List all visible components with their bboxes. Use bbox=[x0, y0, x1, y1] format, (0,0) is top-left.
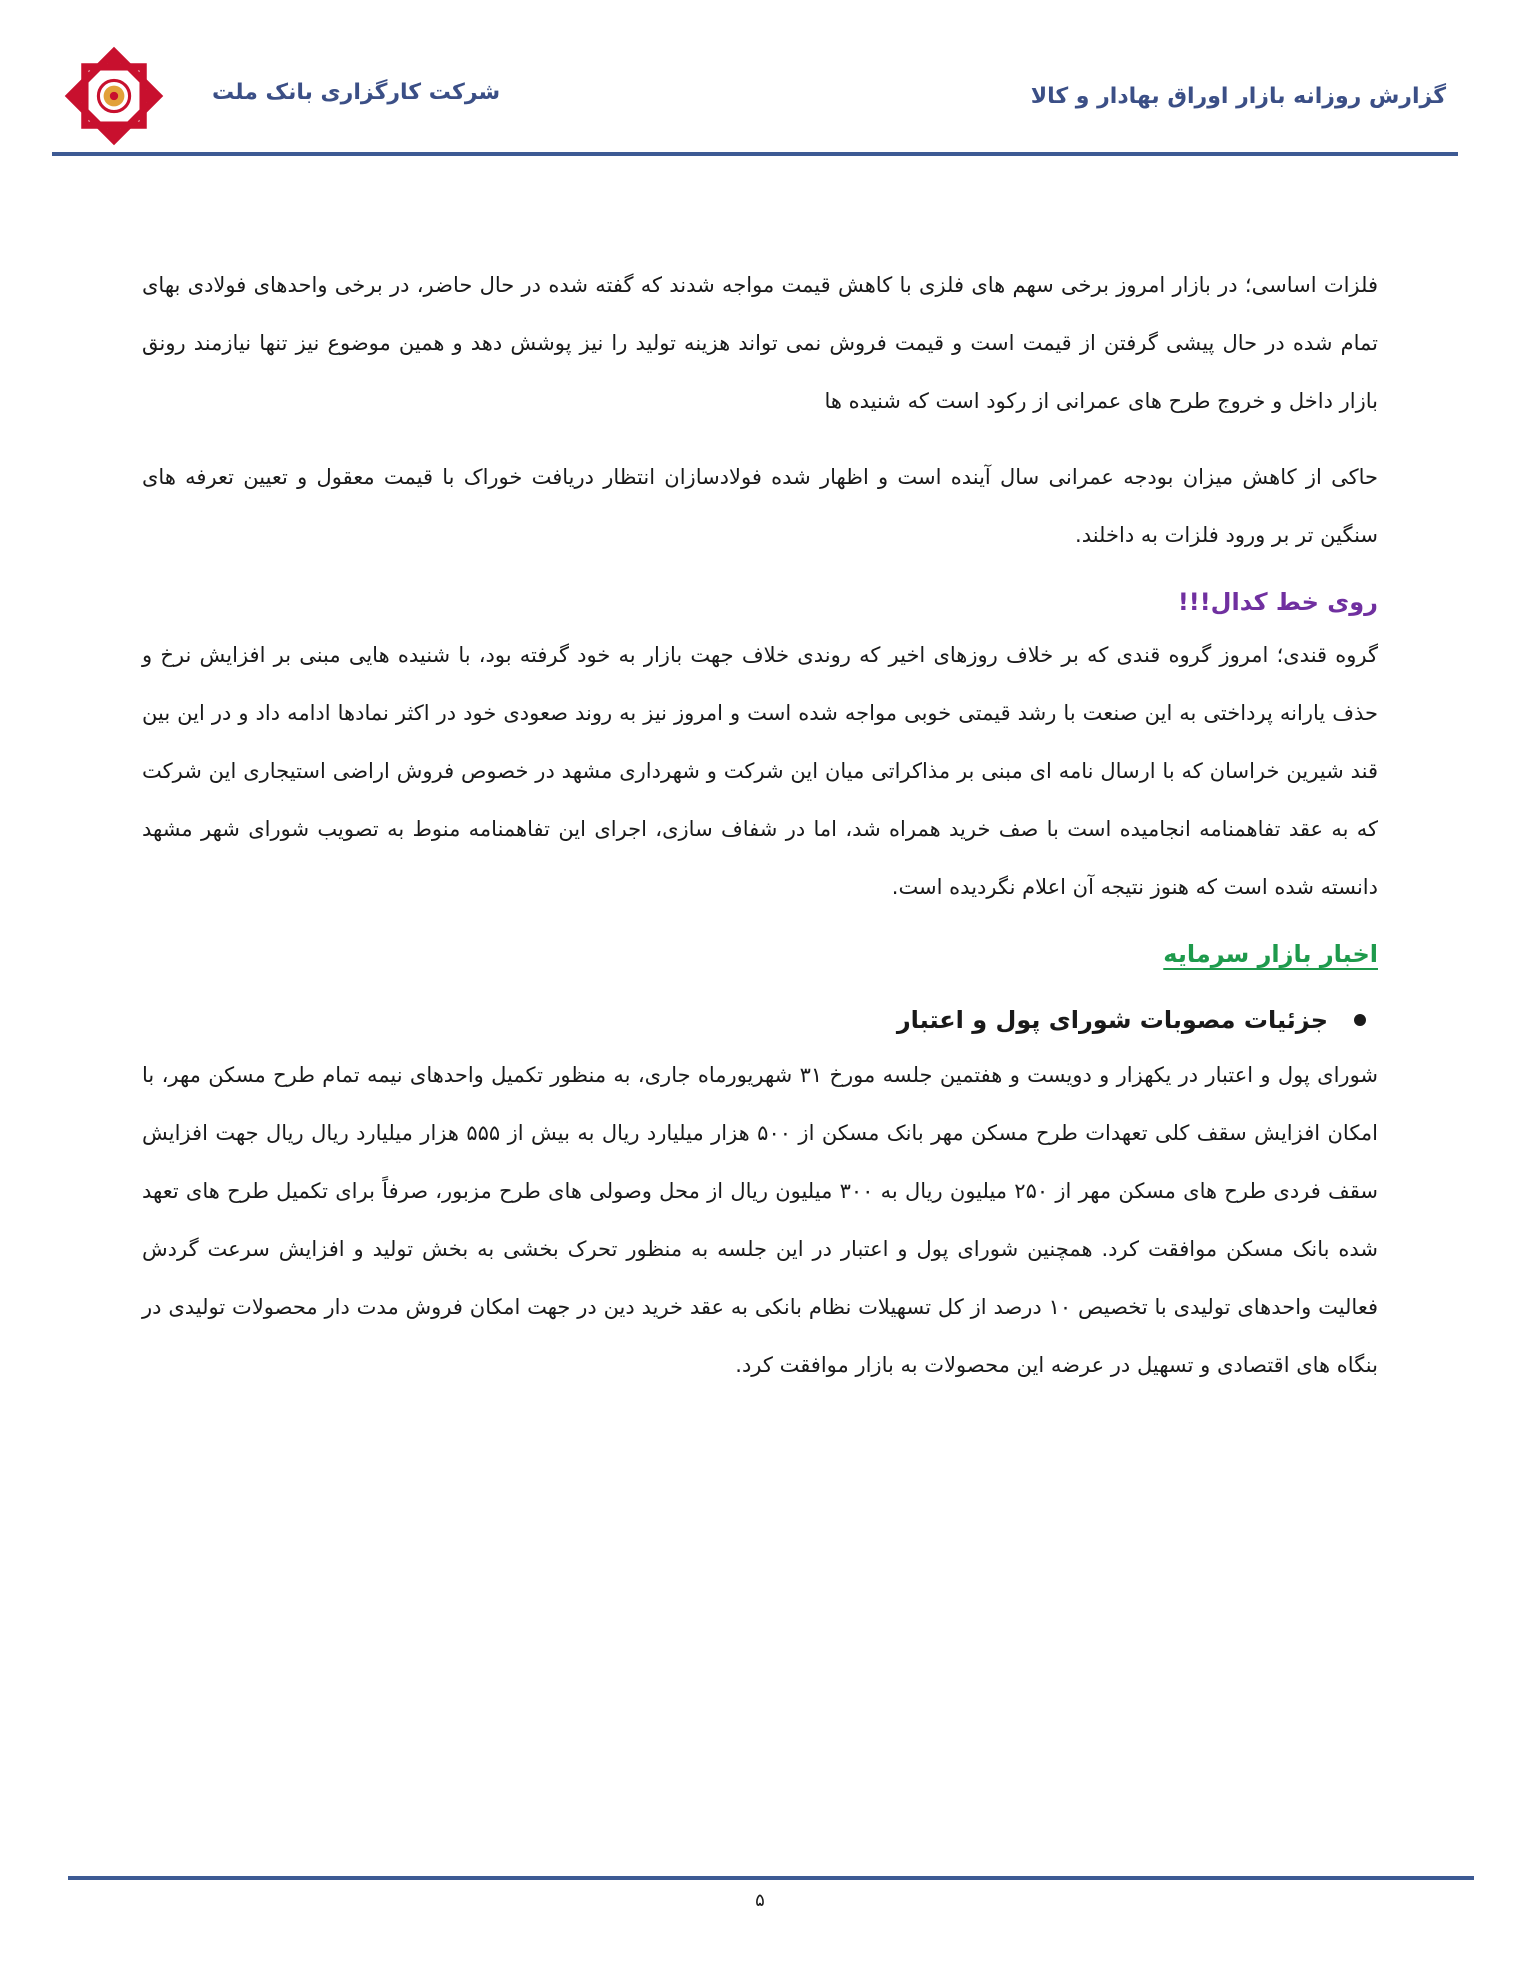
footer-divider bbox=[68, 1876, 1474, 1880]
sugar-group-paragraph: گروه قندی؛ امروز گروه قندی که بر خلاف روزهای اخیر که روندی خلاف جهت بازار به خود گرفته بود، با شنیده هایی مبنی بر افزایش نرخ و حذف یارانه پرداختی به این صنعت با رشد قیمتی خوبی مواجه شده است و امروز نیز به روند صعودی خود در اکثر نمادها ادامه داد و در این بین قند شیرین خراسان که با ارسال نامه ای مبنی بر مذاکراتی میان این شرکت و شهرداری مشهد در خصوص فروش اراضی استیجاری این شرکت که به عقد تفاهمنامه انجامیده است با صف خرید همراه شد، اما در شفاف سازی، اجرای این تفاهمنامه منوط به تصویب شورای شهر مشهد دانسته شده است که هنوز نتیجه آن اعلام نگردیده است. bbox=[142, 643, 1378, 899]
metals-paragraph-1: فلزات اساسی؛ در بازار امروز برخی سهم های فلزی با کاهش قیمت مواجه شدند که گفته شده در حال حاضر، در برخی واحدهای فولادی بهای تمام شده در حال پیشی گرفتن از قیمت است و قیمت فروش نمی تواند هزینه تولید را نیز پوشش دهد و همین موضوع نیز تنها نیازمند رونق بازار داخل و خروج طرح های عمرانی از رکود است که شنیده ها bbox=[142, 273, 1378, 413]
money-credit-council-paragraph: شورای پول و اعتبار در یکهزار و دویست و هفتمین جلسه مورخ ۳۱ شهریورماه جاری، به منظور تکمیل واحدهای نیمه تمام طرح مسکن مهر، با امکان افزایش سقف کلی تعهدات طرح مسکن مهر بانک مسکن از ۵۰۰ هزار میلیارد ریال به بیش از ۵۵۵ هزار میلیارد ریال ریال جهت افزایش سقف فردی طرح های مسکن مهر از ۲۵۰ میلیون ریال به ۳۰۰ میلیون ریال از محل وصولی های طرح مزبور، صرفاً برای تکمیل طرح های تعهد شده بانک مسکن موافقت کرد. همچنین شورای پول و اعتبار در این جلسه به منظور تحرک بخشی به بخش تولید و افزایش سرعت گردش فعالیت واحدهای تولیدی با تخصیص ۱۰ درصد از کل تسهیلات نظام بانکی به عقد خرید دین در جهت امکان فروش مدت دار محصولات تولیدی در بنگاه های اقتصادی و تسهیل در عرضه این محصولات به بازار موافقت کرد. bbox=[142, 1063, 1379, 1377]
bullet-dot-icon bbox=[1354, 1014, 1366, 1026]
capital-market-heading bbox=[142, 934, 1378, 974]
page-content bbox=[142, 256, 1378, 1412]
bank-mellat-logo-icon bbox=[62, 44, 166, 148]
page-number: ۵ bbox=[755, 1890, 765, 1911]
header-divider bbox=[52, 152, 1458, 156]
codal-section-heading: روی خط کدال!!! bbox=[1177, 588, 1378, 616]
bullet-item bbox=[142, 996, 1378, 1044]
metals-paragraph-2: حاکی از کاهش میزان بودجه عمرانی سال آینده است و اظهار شده فولادسازان انتظار دریافت خوراک با قیمت معقول و تعیین تعرفه های سنگین تر بر ورود فلزات به داخلند. bbox=[142, 465, 1378, 547]
company-name: شرکت کارگزاری بانک ملت bbox=[212, 80, 501, 105]
page-header bbox=[52, 44, 1458, 156]
bullet-title: جزئیات مصوبات شورای پول و اعتبار bbox=[896, 1006, 1328, 1034]
report-title: گزارش روزانه بازار اوراق بهادار و کالا bbox=[1030, 84, 1446, 109]
capital-market-heading-text: اخبار بازار سرمایه bbox=[1163, 940, 1378, 968]
